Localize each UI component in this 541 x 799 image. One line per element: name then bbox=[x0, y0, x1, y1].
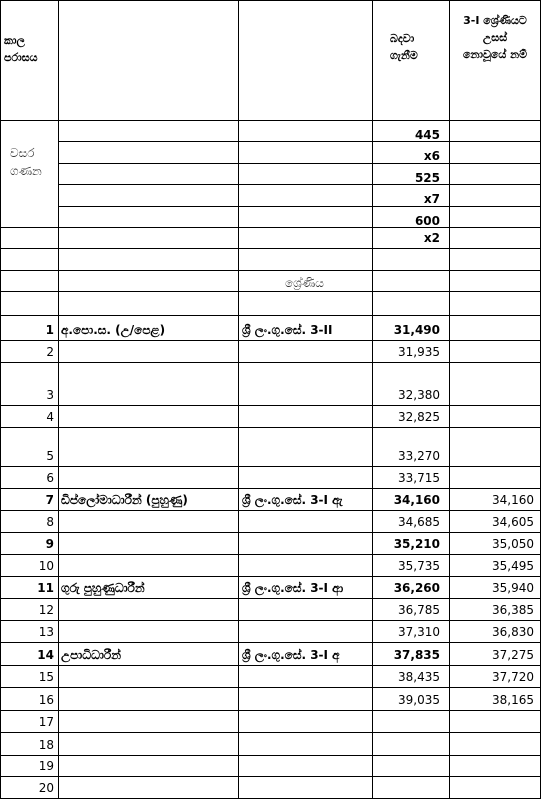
row-rule bbox=[0, 405, 541, 406]
years-label bbox=[10, 144, 42, 180]
header-period bbox=[4, 32, 38, 66]
row-rule bbox=[0, 665, 541, 666]
row-salary: 33,270 bbox=[398, 449, 440, 463]
years-label-line-2: ගණන bbox=[10, 164, 42, 178]
row-rule bbox=[0, 362, 541, 363]
header-not-promoted-line-3: නොවූයේ නම් bbox=[462, 48, 528, 61]
header-not-promoted-line-1: 3-I ශ්‍රේණියට bbox=[463, 14, 527, 27]
row-rule bbox=[0, 687, 541, 688]
row-rule bbox=[58, 184, 541, 185]
row-rule bbox=[0, 576, 541, 577]
row-salary: 36,785 bbox=[398, 603, 440, 617]
row-rule bbox=[0, 488, 541, 489]
row-number: 19 bbox=[38, 759, 54, 773]
row-alt-salary: 37,275 bbox=[492, 648, 534, 662]
increment-value: 445 bbox=[414, 127, 440, 142]
row-number: 20 bbox=[38, 781, 54, 795]
row-alt-salary: 35,050 bbox=[492, 537, 534, 551]
header-period-line-1: කාල bbox=[4, 34, 25, 47]
row-category: ගුරු පුහුණුධාරීන් bbox=[61, 581, 145, 595]
row-rule bbox=[0, 510, 541, 511]
row-rule bbox=[0, 554, 541, 555]
row-rule bbox=[0, 270, 541, 271]
row-grade: ශ්‍රී ලං.ගු.සේ. 3-I ආ bbox=[242, 581, 344, 595]
row-rule bbox=[58, 206, 541, 207]
row-salary: 33,715 bbox=[398, 471, 440, 485]
row-number: 9 bbox=[45, 537, 54, 551]
header-not-promoted bbox=[450, 12, 540, 63]
increment-value: 525 bbox=[414, 170, 440, 185]
row-number: 6 bbox=[46, 471, 54, 485]
row-rule bbox=[0, 120, 541, 121]
row-number: 5 bbox=[46, 449, 54, 463]
row-alt-salary: 35,495 bbox=[492, 559, 534, 573]
row-salary: 34,160 bbox=[393, 493, 440, 507]
row-rule bbox=[0, 620, 541, 621]
row-salary: 35,735 bbox=[398, 559, 440, 573]
row-grade: ශ්‍රී ලං.ගු.සේ. 3-I ඇ bbox=[242, 493, 343, 507]
row-number: 15 bbox=[38, 670, 54, 684]
row-salary: 37,310 bbox=[398, 625, 440, 639]
row-rule bbox=[0, 248, 541, 249]
increment-value: x6 bbox=[423, 149, 440, 163]
row-grade: ශ්‍රී ලං.ගු.සේ. 3-II bbox=[242, 323, 333, 337]
row-alt-salary: 34,160 bbox=[492, 493, 534, 507]
row-number: 1 bbox=[45, 323, 54, 337]
row-rule bbox=[0, 315, 541, 316]
row-rule bbox=[0, 598, 541, 599]
header-salary-line-1: බදවා bbox=[390, 32, 415, 45]
row-number: 8 bbox=[46, 515, 54, 529]
row-rule bbox=[0, 340, 541, 341]
row-number: 13 bbox=[38, 625, 54, 639]
row-number: 10 bbox=[38, 559, 54, 573]
row-rule bbox=[0, 755, 541, 756]
row-alt-salary: 38,165 bbox=[492, 693, 534, 707]
header-not-promoted-line-2: උසස් bbox=[482, 31, 508, 44]
grade-label: ශ්‍රේණිය bbox=[285, 276, 324, 290]
row-number: 3 bbox=[46, 388, 54, 402]
increment-value: x2 bbox=[423, 231, 440, 245]
row-salary: 38,435 bbox=[398, 670, 440, 684]
row-alt-salary: 34,605 bbox=[492, 515, 534, 529]
row-salary: 37,835 bbox=[393, 648, 440, 662]
row-alt-salary: 36,830 bbox=[492, 625, 534, 639]
row-category: උපාධිධාරීන් bbox=[61, 648, 121, 662]
row-salary: 32,825 bbox=[398, 410, 440, 424]
row-alt-salary: 36,385 bbox=[492, 603, 534, 617]
header-salary-line-2: ගැනීම bbox=[390, 49, 418, 62]
row-number: 11 bbox=[37, 581, 54, 595]
row-rule bbox=[0, 291, 541, 292]
header-period-line-2: පරාසය bbox=[4, 51, 38, 64]
row-rule bbox=[0, 710, 541, 711]
row-salary: 35,210 bbox=[393, 537, 440, 551]
row-number: 14 bbox=[37, 648, 54, 662]
row-number: 2 bbox=[46, 345, 54, 359]
row-category: ඩිප්ලෝමාධාරීන් (පුහුණු) bbox=[61, 493, 188, 507]
row-salary: 31,935 bbox=[398, 345, 440, 359]
row-rule bbox=[0, 427, 541, 428]
header-salary bbox=[390, 30, 418, 64]
row-number: 7 bbox=[45, 493, 54, 507]
row-rule bbox=[0, 732, 541, 733]
row-alt-salary: 37,720 bbox=[492, 670, 534, 684]
row-number: 16 bbox=[38, 693, 54, 707]
increment-value: x7 bbox=[423, 192, 440, 206]
row-salary: 34,685 bbox=[398, 515, 440, 529]
row-rule bbox=[58, 141, 541, 142]
row-rule bbox=[0, 227, 541, 228]
row-number: 4 bbox=[46, 410, 54, 424]
row-salary: 36,260 bbox=[393, 581, 440, 595]
row-salary: 39,035 bbox=[398, 693, 440, 707]
row-number: 12 bbox=[38, 603, 54, 617]
row-alt-salary: 35,940 bbox=[492, 581, 534, 595]
row-salary: 32,380 bbox=[398, 388, 440, 402]
row-number: 18 bbox=[38, 738, 54, 752]
increment-value: 600 bbox=[414, 213, 440, 228]
row-rule bbox=[0, 466, 541, 467]
row-rule bbox=[0, 642, 541, 643]
row-grade: ශ්‍රී ලං.ගු.සේ. 3-I අ bbox=[242, 648, 340, 662]
row-salary: 31,490 bbox=[393, 323, 440, 337]
row-category: අ.පො.ස. (උ/පෙළ) bbox=[61, 323, 166, 337]
row-rule bbox=[58, 163, 541, 164]
years-label-line-1: වසර bbox=[10, 146, 35, 160]
row-rule bbox=[0, 776, 541, 777]
row-rule bbox=[0, 532, 541, 533]
row-number: 17 bbox=[38, 715, 54, 729]
row-rule bbox=[0, 0, 541, 1]
